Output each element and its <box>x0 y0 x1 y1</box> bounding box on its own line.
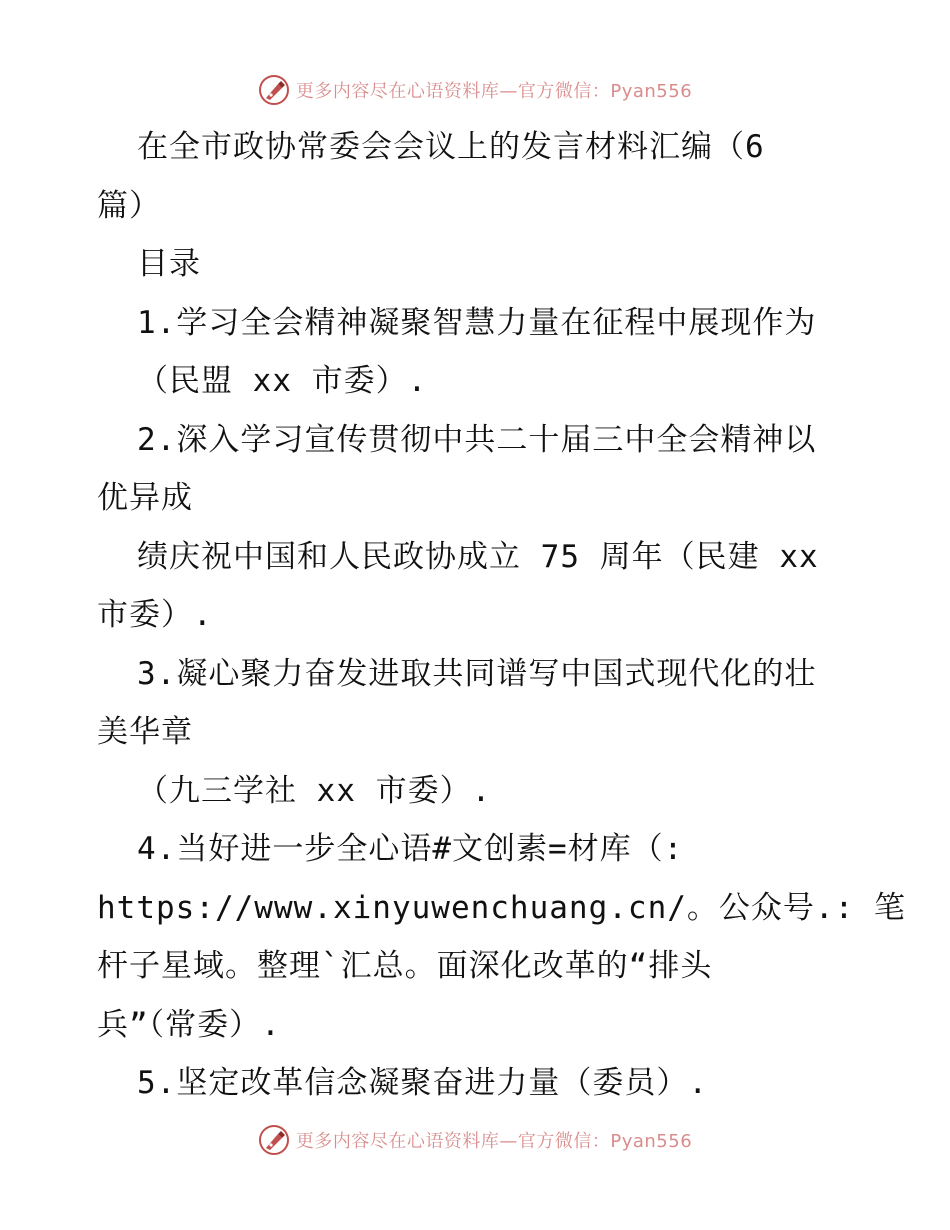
watermark-text: 更多内容尽在心语资料库—官方微信：Pyan556 <box>295 1131 693 1152</box>
toc-item-4: 4.当好进一步全心语#文创素=材库（: <box>137 831 684 867</box>
footer-watermark <box>0 1123 950 1157</box>
toc-item-3-author: （九三学社 xx 市委）. <box>137 772 492 809</box>
document-body <box>97 118 906 1113</box>
toc-item-2-author: 市委）. <box>97 597 213 633</box>
toc-item-4-cont: 杆子星域。整理`汇总。面深化改革的“排头 <box>97 948 713 984</box>
toc-item-1-author: （民盟 xx 市委）. <box>137 363 428 399</box>
doc-title-line-2: 篇） <box>97 187 161 224</box>
pen-nib-logo-icon <box>258 1124 290 1156</box>
pen-nib-logo-icon <box>258 74 290 106</box>
toc-item-4-author: 兵”（常委）. <box>97 1006 281 1043</box>
toc-heading: 目录 <box>137 246 201 282</box>
watermark-text: 更多内容尽在心语资料库—官方微信：Pyan556 <box>295 81 693 102</box>
toc-item-2-cont-2: 绩庆祝中国和人民政协成立 75 周年（民建 xx <box>137 538 819 575</box>
toc-item-3: 3.凝心聚力奋发进取共同谱写中国式现代化的壮 <box>137 655 817 692</box>
doc-title-line-1: 在全市政协常委会会议上的发言材料汇编（6 <box>137 129 765 165</box>
toc-item-2: 2.深入学习宣传贯彻中共二十届三中全会精神以 <box>137 421 817 458</box>
toc-item-2-cont: 优异成 <box>97 480 193 516</box>
toc-item-5: 5.坚定改革信念凝聚奋进力量（委员）. <box>137 1065 708 1101</box>
toc-item-1: 1.学习全会精神凝聚智慧力量在征程中展现作为 <box>137 304 817 341</box>
toc-item-3-cont: 美华章 <box>97 714 193 750</box>
toc-item-4-url: https://www.xinyuwenchuang.cn/。公众号.: 笔 <box>97 889 906 926</box>
header-watermark <box>0 73 950 107</box>
